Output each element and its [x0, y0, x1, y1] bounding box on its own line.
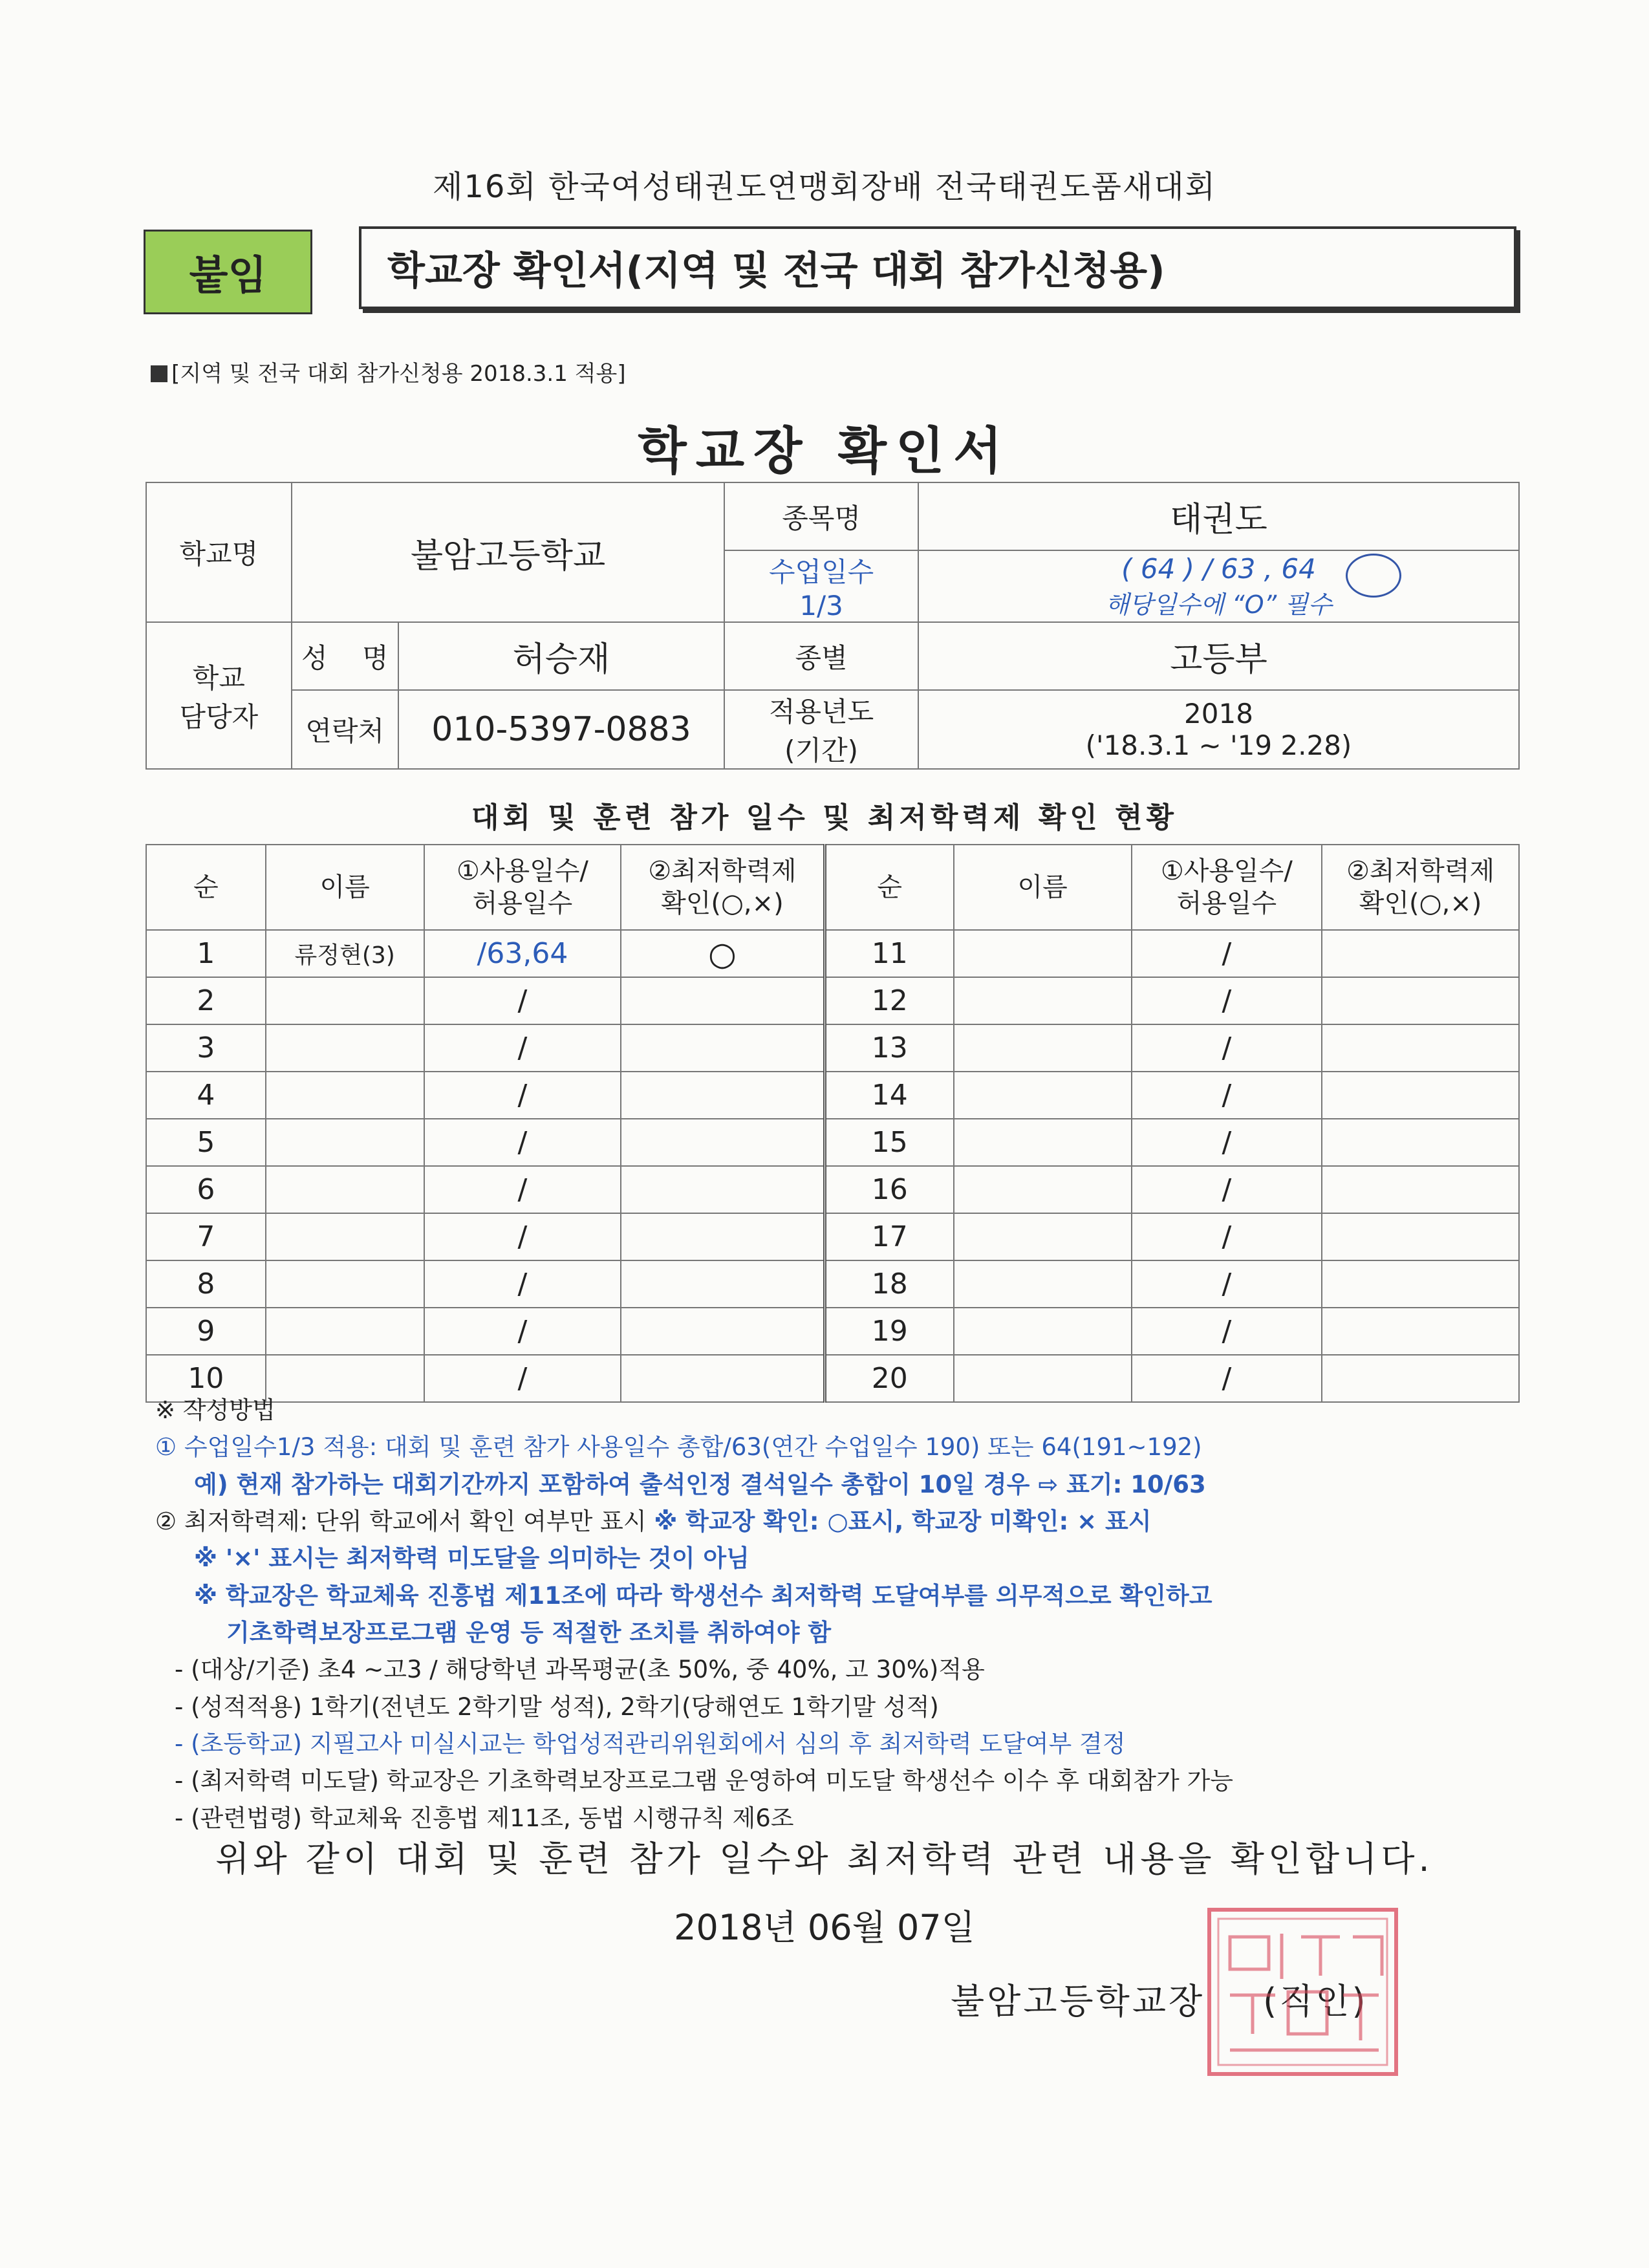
col-header-min: ②최저학력제 확인(○,×)	[1322, 845, 1519, 930]
contact-value: 010-5397-0883	[398, 690, 725, 769]
roster-cell-no: 4	[146, 1072, 266, 1119]
contact-label: 연락처	[292, 690, 398, 769]
roster-cell-check	[1322, 1072, 1519, 1119]
roster-cell-days: /	[1132, 977, 1322, 1024]
roster-cell-name	[266, 977, 424, 1024]
roster-cell-check	[1322, 1308, 1519, 1355]
roster-cell-no: 9	[146, 1308, 266, 1355]
competition-title: 제16회 한국여성태권도연맹회장배 전국태권도품새대회	[432, 169, 1217, 205]
instructions-heading: ※ 작성방법	[155, 1396, 275, 1424]
roster-cell-check: ○	[621, 930, 824, 977]
confirmation-statement: 위와 같이 대회 및 훈련 참가 일수와 최저학력 관련 내용을 확인합니다.	[215, 1839, 1434, 1879]
roster-cell-check	[621, 1308, 824, 1355]
roster-cell-name	[266, 1308, 424, 1355]
roster-cell-days: /	[424, 1072, 621, 1119]
applicability-note-text: [지역 및 전국 대회 참가신청용 2018.3.1 적용]	[171, 361, 626, 387]
roster-cell-name	[954, 930, 1132, 977]
roster-cell-days: /	[424, 1260, 621, 1308]
roster-cell-no: 1	[146, 930, 266, 977]
roster-cell-check	[1322, 1119, 1519, 1166]
roster-cell-days: /	[1132, 930, 1322, 977]
roster-cell-check	[621, 1119, 824, 1166]
col-header-days: ①사용일수/ 허용일수	[424, 845, 621, 930]
roster-cell-no: 11	[824, 930, 954, 977]
seal-label: (직인)	[1263, 1981, 1368, 2022]
roster-cell-check	[1322, 977, 1519, 1024]
roster-cell-days: /	[1132, 1260, 1322, 1308]
roster-cell-name	[266, 1213, 424, 1260]
roster-cell-days: /	[424, 1119, 621, 1166]
bullet-law: - (관련법령) 학교체육 진흥법 제11조, 동법 시행규칙 제6조	[175, 1804, 794, 1832]
roster-cell-no: 18	[824, 1260, 954, 1308]
class-days-note: 해당일수에 “O” 필수	[1105, 590, 1332, 619]
roster-cell-no: 14	[824, 1072, 954, 1119]
roster-cell-check	[1322, 930, 1519, 977]
division-label: 종별	[724, 622, 918, 690]
roster-cell-days: /	[424, 1024, 621, 1072]
roster-cell-no: 13	[824, 1024, 954, 1072]
roster-title: 대회 및 훈련 참가 일수 및 최저학력제 확인 현황	[471, 801, 1178, 834]
roster-cell-name	[954, 977, 1132, 1024]
roster-cell-no: 17	[824, 1213, 954, 1260]
roster-cell-no: 6	[146, 1166, 266, 1213]
manager-name-value: 허승재	[398, 622, 725, 690]
note-2: ② 최저학력제: 단위 학교에서 확인 여부만 표시 ※ 학교장 확인: ○표시, 학교장 미확인: × 표시	[155, 1507, 1152, 1536]
document-title-box	[359, 226, 1516, 309]
roster-cell-days: /	[424, 1355, 621, 1402]
class-days-value	[918, 550, 1519, 622]
roster-cell-no: 7	[146, 1213, 266, 1260]
table-row	[146, 1260, 1519, 1308]
bullet-elementary: - (초등학교) 지필고사 미실시교는 학업성적관리위원회에서 심의 후 최저학력 도달여부 결정	[175, 1730, 1126, 1758]
col-header-no: 순	[824, 845, 954, 930]
roster-cell-name	[954, 1119, 1132, 1166]
roster-cell-no: 2	[146, 977, 266, 1024]
roster-cell-check	[621, 1024, 824, 1072]
roster-cell-check	[1322, 1260, 1519, 1308]
roster-cell-name: 류정현(3)	[266, 930, 424, 977]
table-row	[146, 1308, 1519, 1355]
division-value: 고등부	[918, 622, 1519, 690]
bullet-target: - (대상/기준) 초4 ~고3 / 해당학년 과목평균(초 50%, 중 40%, 고 30%)적용	[175, 1656, 985, 1684]
roster-cell-no: 12	[824, 977, 954, 1024]
event-label: 종목명	[724, 482, 918, 550]
table-row	[146, 1024, 1519, 1072]
roster-cell-name	[266, 1166, 424, 1213]
official-seal-stamp	[1204, 1905, 1401, 2079]
school-info-table	[146, 482, 1520, 770]
table-row	[146, 930, 1519, 977]
table-row	[146, 1166, 1519, 1213]
roster-cell-name	[954, 1308, 1132, 1355]
school-name-label: 학교명	[146, 482, 292, 622]
issue-date: 2018년 06월 07일	[674, 1907, 975, 1948]
note-4: ※ 학교장은 학교체육 진흥법 제11조에 따라 학생선수 최저학력 도달여부를 의무적으로 확인하고	[194, 1581, 1212, 1610]
note-3: ※ '×' 표시는 최저학력 미도달을 의미하는 것이 아님	[194, 1544, 749, 1573]
roster-cell-name	[954, 1166, 1132, 1213]
roster-body	[146, 930, 1519, 1402]
roster-cell-no: 15	[824, 1119, 954, 1166]
class-days-fraction: ( 64 ) / 63 , 64	[1121, 552, 1316, 585]
roster-cell-name	[954, 1024, 1132, 1072]
roster-cell-check	[621, 1072, 824, 1119]
col-header-no: 순	[146, 845, 266, 930]
roster-cell-days: /	[424, 1308, 621, 1355]
roster-cell-days: /	[1132, 1166, 1322, 1213]
form-title: 학교장 확인서	[638, 422, 1011, 481]
roster-cell-days: /	[1132, 1308, 1322, 1355]
col-header-min: ②최저학력제 확인(○,×)	[621, 845, 824, 930]
manager-name-label: 성 명	[292, 622, 398, 690]
attachment-badge: 붙임	[144, 230, 312, 314]
table-row	[146, 1072, 1519, 1119]
roster-cell-check	[621, 1213, 824, 1260]
roster-cell-days: /	[1132, 1119, 1322, 1166]
square-bullet-icon	[151, 365, 167, 382]
note-4-cont: 기초학력보장프로그램 운영 등 적절한 조치를 취하여야 함	[226, 1619, 832, 1647]
roster-cell-days: /	[1132, 1355, 1322, 1402]
roster-cell-days: /63,64	[424, 930, 621, 977]
roster-cell-no: 3	[146, 1024, 266, 1072]
roster-cell-no: 16	[824, 1166, 954, 1213]
bullet-not-reached: - (최저학력 미도달) 학교장은 기초학력보장프로그램 운영하여 미도달 학생선수 이수 후 대회참가 가능	[175, 1767, 1234, 1795]
roster-cell-check	[1322, 1166, 1519, 1213]
handwritten-circle-mark	[1346, 554, 1401, 598]
manager-label: 학교 담당자	[146, 622, 292, 769]
roster-cell-days: /	[424, 1213, 621, 1260]
roster-cell-days: /	[424, 1166, 621, 1213]
roster-cell-days: /	[424, 977, 621, 1024]
applicability-note	[151, 356, 626, 387]
table-row	[146, 1213, 1519, 1260]
roster-cell-name	[266, 1260, 424, 1308]
roster-cell-check	[621, 1166, 824, 1213]
roster-cell-days: /	[1132, 1024, 1322, 1072]
year-value: 2018 ('18.3.1 ~ '19 2.28)	[918, 690, 1519, 769]
col-header-days: ①사용일수/ 허용일수	[1132, 845, 1322, 930]
col-header-name: 이름	[954, 845, 1132, 930]
class-days-label: 수업일수 1/3	[724, 550, 918, 622]
roster-cell-no: 8	[146, 1260, 266, 1308]
table-row	[146, 1119, 1519, 1166]
roster-table	[146, 844, 1520, 1403]
roster-cell-no: 19	[824, 1308, 954, 1355]
roster-cell-days: /	[1132, 1213, 1322, 1260]
roster-cell-name	[266, 1119, 424, 1166]
roster-cell-no: 10	[146, 1355, 266, 1402]
principal-title: 불암고등학교장	[951, 1981, 1205, 2022]
col-header-name: 이름	[266, 845, 424, 930]
roster-cell-no: 5	[146, 1119, 266, 1166]
roster-cell-name	[954, 1072, 1132, 1119]
roster-cell-check	[621, 977, 824, 1024]
document-title: 학교장 확인서(지역 및 전국 대회 참가신청용)	[387, 248, 1165, 294]
instructions	[155, 1392, 1526, 1837]
roster-cell-check	[1322, 1213, 1519, 1260]
roster-cell-check	[1322, 1024, 1519, 1072]
roster-cell-name	[954, 1213, 1132, 1260]
roster-cell-name	[266, 1024, 424, 1072]
roster-cell-no: 20	[824, 1355, 954, 1402]
event-value: 태권도	[918, 482, 1519, 550]
note-1-example: 예) 현재 참가하는 대회기간까지 포함하여 출석인정 결석일수 총합이 10일 경우 ⇨ 표기: 10/63	[194, 1470, 1206, 1498]
table-row	[146, 977, 1519, 1024]
roster-cell-name	[954, 1260, 1132, 1308]
school-name-value: 불암고등학교	[292, 482, 725, 622]
roster-cell-check	[621, 1260, 824, 1308]
roster-cell-days: /	[1132, 1072, 1322, 1119]
bullet-grades: - (성적적용) 1학기(전년도 2학기말 성적), 2학기(당해연도 1학기말 성적)	[175, 1692, 939, 1721]
roster-cell-name	[266, 1072, 424, 1119]
year-label: 적용년도 (기간)	[724, 690, 918, 769]
note-1: ① 수업일수1/3 적용: 대회 및 훈련 참가 사용일수 총합/63(연간 수업일수 190) 또는 64(191~192)	[155, 1433, 1202, 1462]
